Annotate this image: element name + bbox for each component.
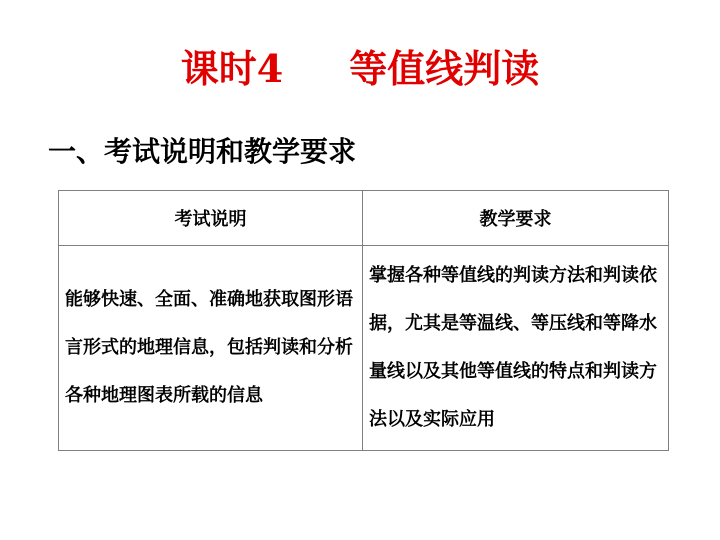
table-row bbox=[59, 246, 669, 451]
header-teaching-requirements: 教学要求 bbox=[363, 191, 669, 246]
header-exam-description: 考试说明 bbox=[59, 191, 363, 246]
slide-title: 课时4 等值线判读 bbox=[180, 46, 540, 91]
table-header-row bbox=[59, 191, 669, 246]
cell-exam-description: 能够快速、全面、准确地获取图形语言形式的地理信息，包括判读和分析各种地理图表所载的信息 bbox=[59, 246, 363, 451]
requirements-table bbox=[58, 190, 669, 451]
section-heading: 一、考试说明和教学要求 bbox=[48, 135, 357, 168]
cell-teaching-requirements: 掌握各种等值线的判读方法和判读依据，尤其是等温线、等压线和等降水量线以及其他等值线的特点和判读方法以及实际应用 bbox=[363, 246, 669, 451]
